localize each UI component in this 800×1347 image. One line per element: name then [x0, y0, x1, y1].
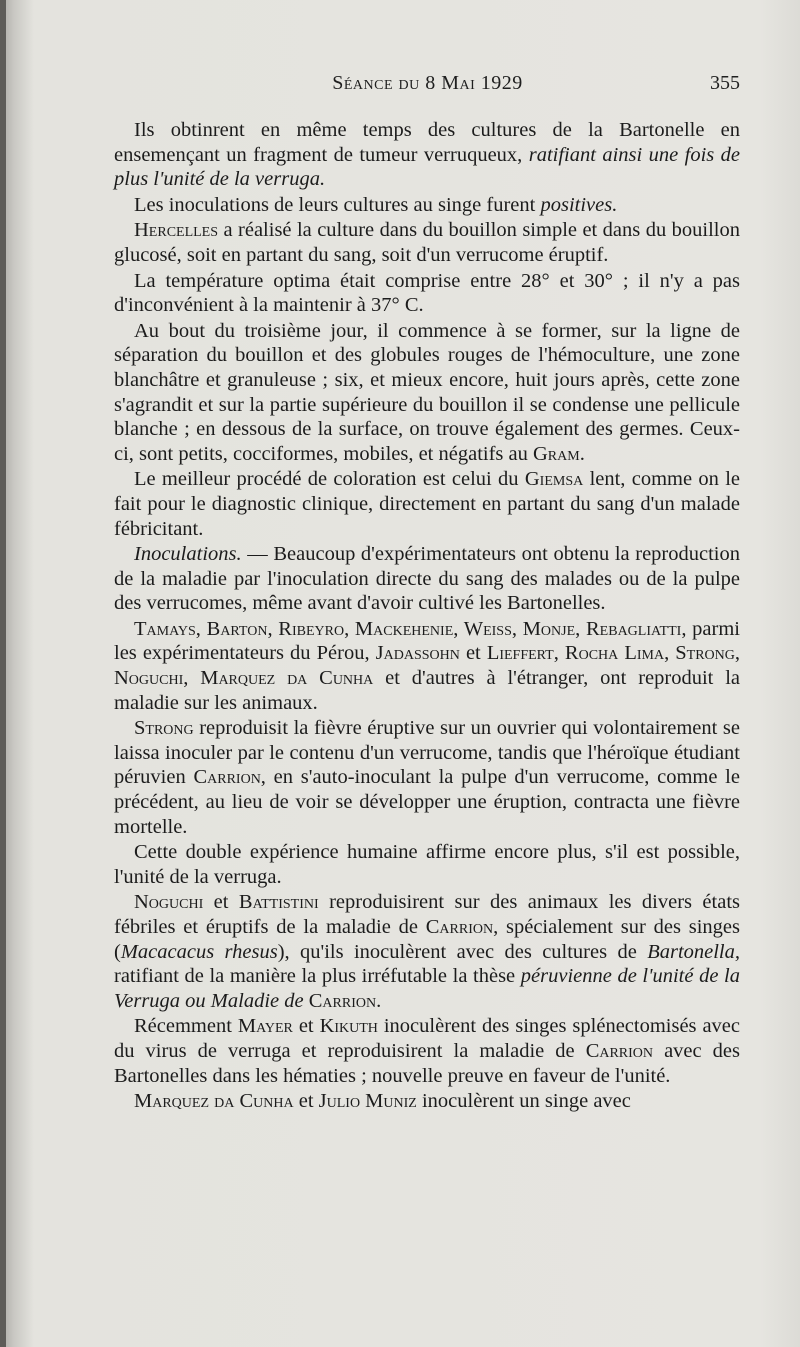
text-run: en s'auto-inoculant la pulpe d'un verrucome, comme le précédent, au lieu de voir se développer une éruption, contracta une fièvre mortelle. — [114, 766, 740, 838]
text-run: Les inoculations de leurs cultures au singe furent — [134, 193, 541, 216]
small-caps-name: Mayer — [237, 1015, 293, 1038]
small-caps-name: Carrion — [585, 1039, 654, 1062]
small-caps-name: Carrion, — [425, 916, 499, 938]
small-caps-name: Carrion, — [193, 766, 266, 789]
text-run: spécialement sur des singes ( — [114, 916, 740, 963]
text-run: Récemment — [134, 1015, 238, 1038]
text-run: Ils obtinrent en même temps des cultures de la Bartonelle en ensemençant un fragment de tumeur verruqueux, — [114, 119, 740, 166]
small-caps-name: Hercelles — [134, 219, 219, 242]
text-run: et — [459, 642, 487, 665]
text-run: inoculèrent un singe avec — [416, 1090, 631, 1113]
paragraph — [114, 193, 740, 218]
text-run: reproduisirent sur des animaux les divers états fébriles et éruptifs de la maladie de — [114, 891, 741, 938]
paragraph — [114, 1014, 740, 1088]
small-caps-name: Battistini — [238, 891, 319, 914]
text-run: avec des Bartonelles dans les hématies ; nouvelle preuve en faveur de l'unité. — [114, 1039, 740, 1087]
paragraph — [114, 542, 740, 616]
text-run: ), qu'ils inoculèrent avec des cultures de — [277, 940, 648, 963]
small-caps-name: Gram. — [533, 442, 585, 465]
text-run: lent, comme on le fait pour le diagnostic clinique, directement en partant du sang d'un malade fébricitant. — [114, 468, 740, 540]
italic-text: Bartonella, — [647, 940, 740, 963]
text-run: ratifiant de la manière la plus irréfutable la thèse — [114, 965, 521, 988]
text-run: et — [203, 891, 239, 914]
text-run: Cette double expérience humaine affirme encore plus, s'il est possible, l'unité de la verruga. — [114, 841, 740, 888]
text-run: et d'autres à l'étranger, ont reproduit la maladie sur les animaux. — [114, 667, 740, 714]
paragraph — [114, 617, 740, 715]
paragraph — [114, 319, 740, 467]
italic-text: positives. — [540, 193, 618, 216]
text-run: La température optima était comprise entre 28° et 30° ; il n'y a pas d'inconvénient à la maintenir à 37° C. — [114, 269, 740, 317]
small-caps-name: Marquez da Cunha — [134, 1090, 294, 1113]
text-run: inoculèrent des singes splénectomisés avec du virus de verruga et reproduisirent la maladie de — [114, 1015, 741, 1062]
italic-text: péruvienne de l'unité de la Verruga ou Maladie de — [114, 965, 740, 1012]
small-caps-name: Noguchi — [134, 891, 204, 914]
italic-text: Inoculations. — [134, 543, 242, 566]
running-title: Séance du 8 Mai 1929 — [332, 72, 523, 94]
small-caps-name: Strong — [134, 717, 194, 740]
book-spine-shadow — [0, 0, 6, 1347]
small-caps-name: Lieffert, Rocha Lima, Strong, Noguchi, Marquez da Cunha — [114, 642, 741, 690]
paragraph — [114, 467, 740, 541]
paragraph — [114, 118, 740, 192]
text-run: et — [292, 1015, 320, 1038]
page-header — [115, 72, 740, 100]
text-run: reproduisit la fièvre éruptive sur un ouvrier qui volontairement se laissa inoculer par le contenu d'un verrucome, tandis que l'héroïque étudiant péruvien — [114, 717, 740, 789]
small-caps-name: Jadassohn — [375, 642, 460, 665]
paragraph — [114, 1089, 740, 1114]
text-run: a réalisé la culture dans du bouillon simple et dans du bouillon glucosé, soit en partant du sang, soit d'un verrucome éruptif. — [114, 219, 740, 266]
italic-text: ratifiant ainsi une fois de plus l'unité de la verruga. — [114, 143, 740, 191]
paragraph — [114, 269, 740, 318]
text-run: — Beaucoup d'expérimentateurs ont obtenu la reproduction de la maladie par l'inoculation directe du sang des malades ou de la pulpe des verrucomes, même avant d'avoir cultivé les Bartonelles. — [114, 543, 740, 615]
page-number: 355 — [710, 72, 740, 94]
paragraph — [114, 840, 740, 889]
small-caps-name: Giemsa — [524, 468, 584, 491]
paragraph — [114, 218, 740, 267]
small-caps-name: Kikuth — [319, 1015, 378, 1038]
paragraph — [114, 716, 740, 839]
small-caps-name: Julio Muniz — [318, 1090, 417, 1113]
italic-text: Macacacus rhesus — [120, 940, 278, 963]
small-caps-name: Carrion. — [308, 989, 382, 1012]
small-caps-name: Tamays, Barton, Ribeyro, Mackehenie, Weiss, Monje, Rebagliatti, — [134, 617, 687, 640]
text-run: parmi les expérimentateurs du Pérou, — [114, 617, 740, 665]
text-run: Au bout du troisième jour, il commence à se former, sur la ligne de séparation du bouillon et des globules rouges de l'hémoculture, une zone blanchâtre et granuleuse ; six, et mieux encore, huit jours après, cette zone s'agrandit et sur la partie supérieure du bouillon il se condense une pellicule blanche ; en dessous de la surface, on trouve également des germes. Ceux-ci, sont petits, cocciformes, mobiles, et négatifs au — [114, 319, 740, 465]
paragraph — [114, 890, 740, 1013]
text-run: Le meilleur procédé de coloration est celui du — [134, 468, 525, 491]
body-text — [114, 118, 740, 1114]
text-run: et — [293, 1090, 319, 1113]
